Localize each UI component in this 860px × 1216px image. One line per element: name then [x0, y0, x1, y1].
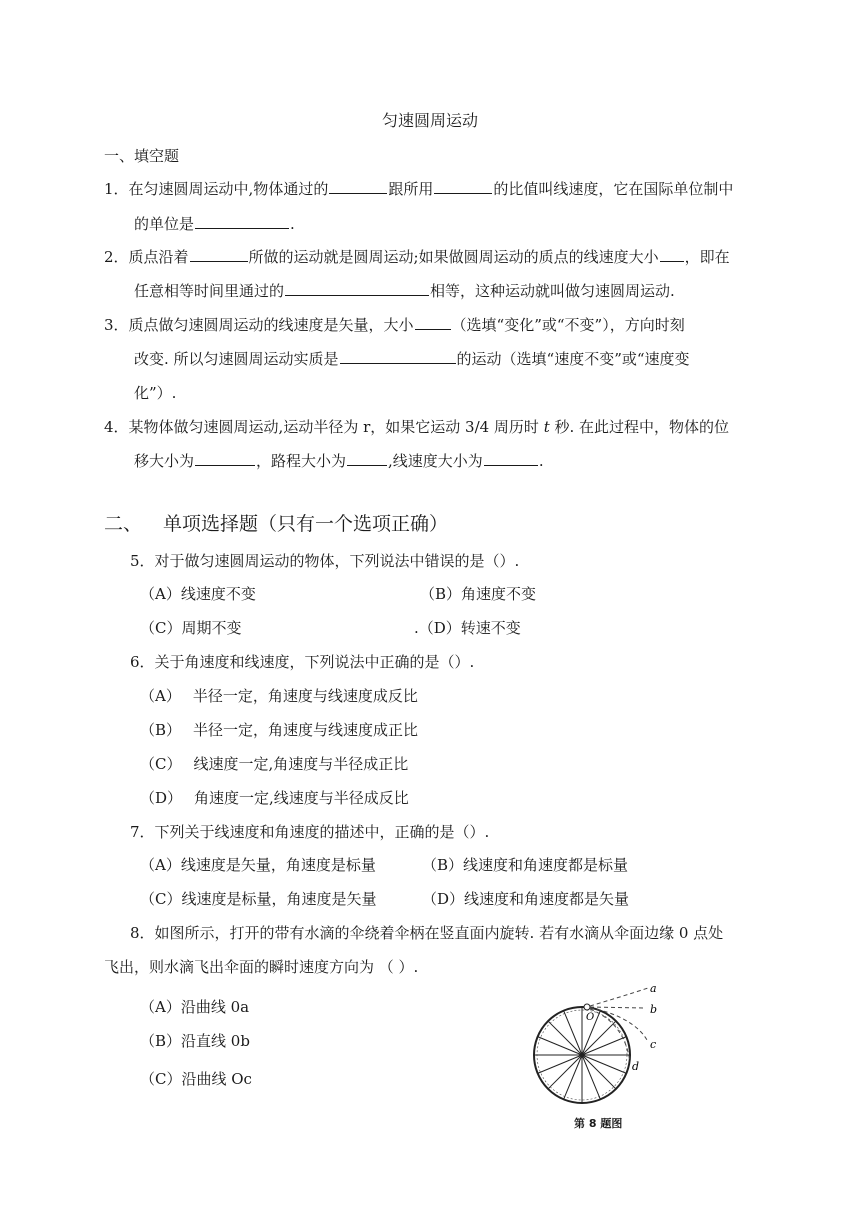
curve-a [590, 988, 648, 1006]
q2-blank-2[interactable] [660, 247, 684, 262]
q1-blank-1[interactable] [329, 179, 387, 194]
umbrella-spoke [582, 1021, 616, 1055]
q3-blank-1[interactable] [415, 315, 451, 330]
q4-line2: 移大小为 ，路程大小为 ,线速度大小为 . [134, 452, 544, 470]
q7-option-b[interactable]: （B）线速度和角速度都是标量 [422, 856, 629, 874]
section1-heading: 一、填空题 [104, 147, 180, 165]
q6-stem: 6．关于角速度和线速度，下列说法中正确的是（）. [130, 653, 475, 671]
q3-line3: 化”）. [134, 384, 177, 402]
q5-option-d[interactable]: .（D）转速不变 [414, 619, 521, 637]
q7-option-c[interactable]: （C）线速度是标量，角速度是矢量 [140, 890, 377, 908]
q5-stem: 5．对于做匀速圆周运动的物体，下列说法中错误的是（）. [130, 552, 520, 570]
q7-option-a[interactable]: （A）线速度是矢量，角速度是标量 [140, 856, 376, 874]
q3-line2: 改变. 所以匀速圆周运动实质是 的运动（选填“速度不变”或“速度变 [134, 350, 690, 368]
q8-option-b[interactable]: （B）沿直线 0b [140, 1032, 250, 1050]
q7-stem: 7．下列关于线速度和角速度的描述中，正确的是（）. [130, 823, 490, 841]
label-o: O [586, 1012, 595, 1023]
umbrella-spoke [548, 1021, 582, 1055]
q8-stem-line2: 飞出，则水滴飞出伞面的瞬时速度方向为 （ ）. [104, 958, 419, 976]
line-b [590, 1007, 646, 1008]
q6-option-c[interactable]: （C） 线速度一定,角速度与半径成正比 [140, 755, 409, 773]
umbrella-spoke [582, 1055, 616, 1089]
q3-blank-2[interactable] [340, 349, 456, 364]
q6-option-a[interactable]: （A） 半径一定，角速度与线速度成反比 [140, 687, 418, 705]
umbrella-spoke [548, 1055, 582, 1089]
q5-option-c[interactable]: （C）周期不变 [140, 619, 242, 637]
q4-line1: 4．某物体做匀速圆周运动,运动半径为 r，如果它运动 3/4 周历时 t 秒. 在此过程中，物体的位 [104, 418, 730, 436]
q8-option-c[interactable]: （C）沿曲线 Oc [140, 1070, 252, 1088]
label-a: a [650, 982, 657, 995]
q6-option-d[interactable]: （D） 角速度一定,线速度与半径成反比 [140, 789, 409, 807]
q5-option-a[interactable]: （A）线速度不变 [140, 585, 256, 603]
q1-line1: 1．在匀速圆周运动中,物体通过的 跟所用 的比值叫线速度，它在国际单位制中 [104, 180, 734, 198]
label-c: c [650, 1038, 657, 1051]
q8-option-a[interactable]: （A）沿曲线 0a [140, 998, 250, 1016]
q2-line2: 任意相等时间里通过的 相等，这种运动就叫做匀速圆周运动. [134, 282, 675, 300]
q7-option-d[interactable]: （D）线速度和角速度都是矢量 [422, 890, 630, 908]
q4-blank-1[interactable] [195, 451, 255, 466]
q2-line1: 2．质点沿着 所做的运动就是圆周运动;如果做圆周运动的质点的线速度大小 ，即在 [104, 248, 730, 266]
label-d: d [632, 1060, 640, 1073]
q1-blank-2[interactable] [434, 179, 492, 194]
q2-blank-1[interactable] [190, 247, 248, 262]
section2-number: 二、 [104, 513, 143, 535]
q3-line1: 3．质点做匀速圆周运动的线速度是矢量，大小 （选填“变化”或“不变”），方向时刻 [104, 316, 685, 334]
drop-point-o [584, 1004, 590, 1010]
q4-blank-3[interactable] [484, 451, 538, 466]
q1-blank-3[interactable] [195, 214, 289, 229]
q5-option-b[interactable]: （B）角速度不变 [420, 585, 537, 603]
label-b: b [650, 1003, 658, 1016]
q8-stem-line1: 8．如图所示，打开的带有水滴的伞绕着伞柄在竖直面内旋转. 若有水滴从伞面边缘 0 点处 [130, 924, 724, 942]
q4-blank-2[interactable] [347, 451, 387, 466]
q2-blank-3[interactable] [285, 281, 429, 296]
umbrella-figure [530, 980, 690, 1130]
figure-caption: 第 8 题图 [574, 1117, 623, 1130]
section2-heading: 单项选择题（只有一个选项正确） [163, 513, 449, 535]
page-title: 匀速圆周运动 [381, 111, 478, 130]
q6-option-b[interactable]: （B） 半径一定，角速度与线速度成正比 [140, 721, 419, 739]
q1-line2: 的单位是 . [134, 215, 295, 233]
